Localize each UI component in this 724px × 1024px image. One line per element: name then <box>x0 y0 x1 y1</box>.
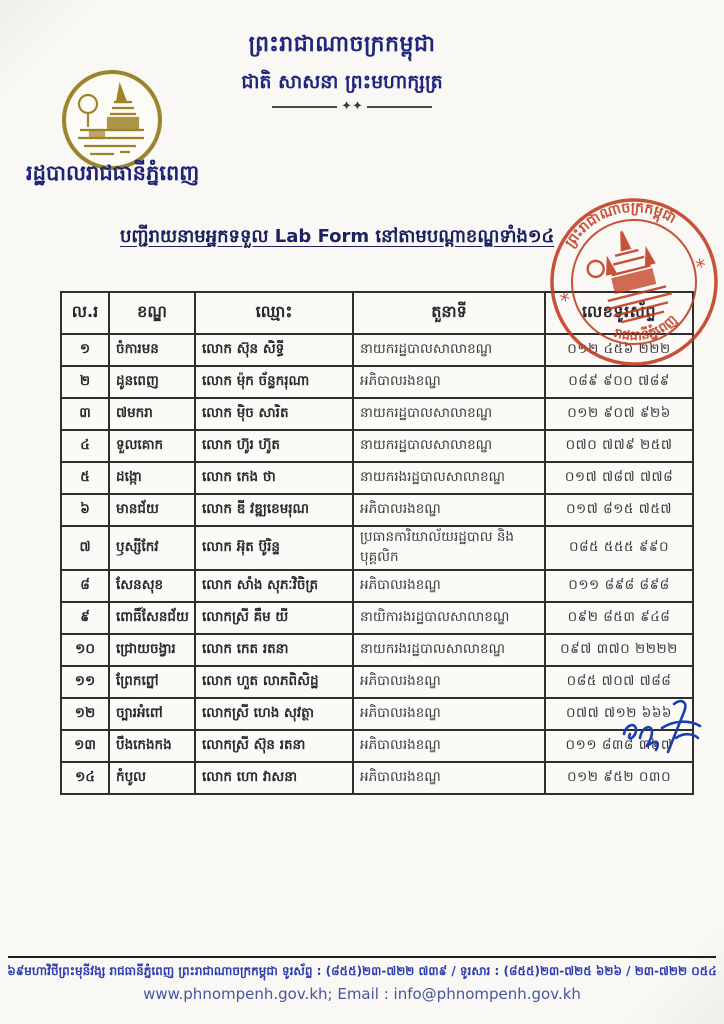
cell-no: ៣ <box>61 398 109 430</box>
cell-name: លោកស្រី គឹម យី <box>195 602 353 634</box>
cell-khan: មានជ័យ <box>109 494 195 526</box>
organization-name: រដ្ឋបាលរាជធានីភ្នំពេញ <box>26 161 200 185</box>
cell-phone: ០១២ ៤៥៦ ២២២ <box>545 334 693 366</box>
cell-position: អភិបាលរងខណ្ឌ <box>353 698 545 730</box>
footer-address: ៦៩មហាវិថីព្រះមុនីវង្ស រាជធានីភ្នំពេញ ព្រះរាជាណាចក្រកម្ពុជា ទូរស័ព្ទ : (៨៥៥)២៣-៧២២ ៧៣៩ / ទូរសារ : (៨៥៥)២៣-៧២៥ ៦២៦ / ២៣-៧២២ ០៥៤ <box>7 964 717 978</box>
table-row <box>61 462 693 494</box>
cell-position: អភិបាលរងខណ្ឌ <box>353 494 545 526</box>
cell-khan: ៧មករា <box>109 398 195 430</box>
cell-khan: ព្រែកព្នៅ <box>109 666 195 698</box>
cell-no: ១៤ <box>61 762 109 794</box>
cell-khan: ទួលគោក <box>109 430 195 462</box>
cell-name: លោក ហ៊ូរ ហ៊ូត <box>195 430 353 462</box>
cell-phone: ០១១ ៨៣៨ ៣៦៧ <box>545 730 693 762</box>
table-row <box>61 526 693 570</box>
header-position: តួនាទី <box>353 292 545 334</box>
cell-khan: ចំការមន <box>109 334 195 366</box>
cell-position: នាយករងរដ្ឋបាលសាលាខណ្ឌ <box>353 462 545 494</box>
cell-name: លោក កេង ថា <box>195 462 353 494</box>
stamp-text-top: ព្រះរាជាណាចក្រកម្ពុជា <box>562 199 679 251</box>
cell-no: ៦ <box>61 494 109 526</box>
cell-position: នាយករងរដ្ឋបាលសាលាខណ្ឌ <box>353 634 545 666</box>
divider-ornament-icon: ✦✦ <box>341 99 363 114</box>
cell-khan: ជ្រោយចង្វារ <box>109 634 195 666</box>
cell-name: លោក អ៊ុត ប៊ូរិន្ទ <box>195 526 353 570</box>
cell-khan: កំបូល <box>109 762 195 794</box>
header-khan: ខណ្ឌ <box>109 292 195 334</box>
stamp-star-right: * <box>693 253 709 280</box>
cell-no: ៩ <box>61 602 109 634</box>
stamp-star-left: * <box>557 287 574 313</box>
cell-name: លោក ម៉ុក ច័ន្ទករុណា <box>195 366 353 398</box>
table-row <box>61 398 693 430</box>
table-row <box>61 430 693 462</box>
cell-phone: ០៨៥ ៧០៧ ៧៨៨ <box>545 666 693 698</box>
table-row <box>61 494 693 526</box>
header-no: ល.រ <box>61 292 109 334</box>
cell-name: លោក សាំង សុភៈវិចិត្រ <box>195 570 353 602</box>
table-row <box>61 570 693 602</box>
table-row <box>61 334 693 366</box>
cell-no: ១២ <box>61 698 109 730</box>
table-row <box>61 634 693 666</box>
cell-khan: ពោធិ៍សែនជ័យ <box>109 602 195 634</box>
table-row <box>61 366 693 398</box>
divider-line-right <box>367 106 432 108</box>
table-row <box>61 698 693 730</box>
cell-no: ១ <box>61 334 109 366</box>
cell-phone: ០៧០ ៧៧៩ ២៥៧ <box>545 430 693 462</box>
cell-name: លោកស្រី ស៊ុន រតនា <box>195 730 353 762</box>
cell-position: ប្រធានការិយាល័យរដ្ឋបាល និងបុគ្គលិក <box>353 526 545 570</box>
header-name: ឈ្មោះ <box>195 292 353 334</box>
cell-position: នាយករដ្ឋបាលសាលាខណ្ឌ <box>353 430 545 462</box>
document-title: បញ្ជីរាយនាមអ្នកទទួល Lab Form នៅតាមបណ្តាខណ្ឌទាំង១៤ <box>120 226 555 247</box>
table-row <box>61 602 693 634</box>
table-header <box>61 292 693 334</box>
cell-khan: បឹងកេងកង <box>109 730 195 762</box>
cell-position: នាយករដ្ឋបាលសាលាខណ្ឌ <box>353 398 545 430</box>
cell-phone: ០១២ ៩៥២ ០៣០ <box>545 762 693 794</box>
cell-phone: ០១៧ ៧៨៧ ៧៧៨ <box>545 462 693 494</box>
cell-phone: ០១៧ ៨១៥ ៧៥៧ <box>545 494 693 526</box>
table-row <box>61 762 693 794</box>
cell-phone: ០១១ ៨៩៨ ៨៩៨ <box>545 570 693 602</box>
kingdom-title: ព្រះរាជាណាចក្រកម្ពុជា <box>248 32 436 57</box>
divider-line-left <box>272 106 337 108</box>
table-row <box>61 730 693 762</box>
approval-signature <box>616 694 712 762</box>
cell-phone: ០៩៧ ៣៧០ ២២២២ <box>545 634 693 666</box>
cell-no: ៨ <box>61 570 109 602</box>
cell-position: នាយករដ្ឋបាលសាលាខណ្ឌ <box>353 334 545 366</box>
lab-form-table-body <box>61 334 693 794</box>
cell-position: អភិបាលរងខណ្ឌ <box>353 570 545 602</box>
cell-no: ២ <box>61 366 109 398</box>
stamp-text-bottom: រាជធានីភ្នំពេញ <box>612 312 681 345</box>
cell-no: ១០ <box>61 634 109 666</box>
header-divider <box>272 99 432 114</box>
cell-position: អភិបាលរងខណ្ឌ <box>353 762 545 794</box>
national-motto: ជាតិ សាសនា ព្រះមហាក្សត្រ <box>241 71 443 93</box>
cell-phone: ០៩២ ៨៥៣ ៩៤៨ <box>545 602 693 634</box>
cell-phone: ០១២ ៩០៧ ៩២៦ <box>545 398 693 430</box>
header-phone: លេខទូរស័ព្ទ <box>545 292 693 334</box>
cell-phone: ០៨៥ ៥៥៥ ៩៩០ <box>545 526 693 570</box>
cell-position: អភិបាលរងខណ្ឌ <box>353 366 545 398</box>
cell-name: លោក ឌី វឌ្ឍខេមរុណ <box>195 494 353 526</box>
footer-divider-line <box>8 956 716 958</box>
cell-name: លោក ស៊ុន សិទ្ធី <box>195 334 353 366</box>
cell-name: លោក កេត រតនា <box>195 634 353 666</box>
lab-form-recipients-table <box>60 291 694 795</box>
cell-khan: សែនសុខ <box>109 570 195 602</box>
cell-khan: ច្បារអំពៅ <box>109 698 195 730</box>
cell-khan: ដូនពេញ <box>109 366 195 398</box>
cell-name: លោក ម៉ិច សារិត <box>195 398 353 430</box>
cell-no: ៥ <box>61 462 109 494</box>
cell-no: ១១ <box>61 666 109 698</box>
footer-website-email: www.phnompenh.gov.kh; Email : info@phnompenh.gov.kh <box>143 985 581 1003</box>
cell-name: លោកស្រី ហេង សុវត្ថា <box>195 698 353 730</box>
cell-position: នាយិការងរដ្ឋបាលសាលាខណ្ឌ <box>353 602 545 634</box>
cell-position: អភិបាលរងខណ្ឌ <box>353 730 545 762</box>
cell-khan: ឫស្សីកែវ <box>109 526 195 570</box>
cell-name: លោក ហួត លាភពិសិដ្ឋ <box>195 666 353 698</box>
cell-khan: ដង្កោ <box>109 462 195 494</box>
table-row <box>61 666 693 698</box>
cell-no: ៤ <box>61 430 109 462</box>
cell-no: ១៣ <box>61 730 109 762</box>
table-header-row <box>61 292 693 334</box>
cell-phone: ០៨៩ ៩០០ ៧៨៩ <box>545 366 693 398</box>
cell-name: លោក ហោ វាសនា <box>195 762 353 794</box>
municipality-emblem-icon <box>60 68 164 172</box>
cell-phone: ០៧៧ ៧១២ ៦៦៦ <box>545 698 693 730</box>
cell-position: អភិបាលរងខណ្ឌ <box>353 666 545 698</box>
cell-no: ៧ <box>61 526 109 570</box>
